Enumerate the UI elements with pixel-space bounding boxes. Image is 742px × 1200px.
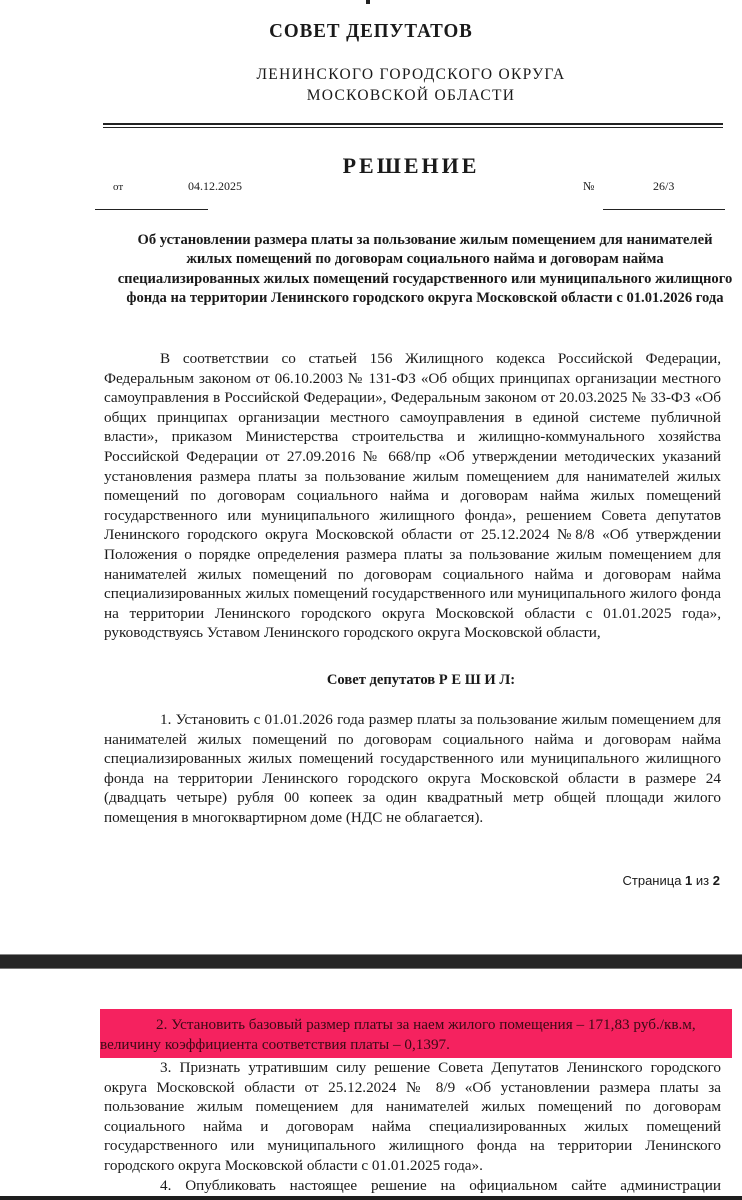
date-underline [95, 209, 208, 210]
district-line-2: МОСКОВСКОЙ ОБЛАСТИ [306, 87, 516, 104]
date-prefix: от [113, 181, 124, 193]
decision-date: 04.12.2025 [188, 179, 242, 193]
page-label: Страница [622, 873, 682, 888]
number-sign: № [583, 179, 595, 193]
decision-number: 26/3 [653, 179, 675, 193]
district-line-1: ЛЕНИНСКОГО ГОРОДСКОГО ОКРУГА [256, 66, 566, 83]
page-of: из [695, 873, 710, 888]
decision-item-2-highlighted [100, 1015, 725, 1054]
document-type-heading: РЕШЕНИЕ [342, 153, 480, 178]
preamble-paragraph: В соответствии со статьей 156 Жилищного кодекса Российской Федерации, Федеральным законом от 06.10.2003 № 131-ФЗ «Об общих принципах организации местного самоуправления в Российской Федерации», Федеральным законом от 20.03.2025 № 33-ФЗ «Об общих принципах организации местного самоуправления в единой системе публичной власти», приказом Министерства строительства и жилищно-коммунального хозяйства Российской Федерации от 27.09.2016 № 668/пр «Об утверждении методических указаний установления размера платы за пользование жилым помещением для нанимателей жилых помещений по договорам социального найма и договорам найма жилых помещений государственного или муниципального жилищного фонда», решением Совета депутатов Ленинского городского округа Московской области от 25.12.2024 №8/8 «Об утверждении Положения о порядке определения размера платы за пользование жилым помещением для нанимателей жилых помещений по договорам социального найма и договорам найма специализированных жилых помещений государственного или муниципального жилого фонда на территории Ленинского городского округа Московской области с 01.01.2025 года», руководствуясь Уставом Ленинского городского округа Московской области, [104, 350, 721, 642]
number-underline [603, 209, 725, 210]
bottom-edge-bar [0, 1196, 742, 1200]
header-double-rule [103, 123, 723, 128]
item-2-line-2: величину коэффициента соответствия платы – 0,1397. [100, 1035, 450, 1053]
item-3-text: 3. Признать утратившим силу решение Совета Депутатов Ленинского городского округа Московской области от 25.12.2024 № 8/9 «Об установлении размера платы за пользование жилым помещением для нанимателей жилых помещений по договорам социального найма и договорам найма специализированных жилых помещений государственного или муниципального жилищного фонда на территории Ленинского городского округа Московской области с 01.01.2025 года». [104, 1059, 721, 1174]
decision-title: Об установлении размера платы за пользование жилым помещением для нанимателей жилых помещений по договорам социального найма и договорам найма специализированных жилых помещений государственного или муниципального жилищного фонда на территории Ленинского городского округа Московской области с 01.01.2026 года [117, 232, 733, 307]
page-top-mark [366, 0, 370, 4]
resolved-heading: Совет депутатов Р Е Ш И Л: [326, 672, 516, 688]
decision-item-3 [104, 1058, 721, 1195]
item-2-line-1: 2. Установить базовый размер платы за наем жилого помещения – 171,83 руб./кв.м, [156, 1016, 696, 1033]
page-total: 2 [712, 873, 720, 888]
decision-item-4: 4. Опубликовать настоящее решение на официальном сайте администрации [160, 1176, 721, 1194]
council-heading: СОВЕТ ДЕПУТАТОВ [269, 20, 473, 42]
page-separator [0, 954, 742, 969]
decision-item-1: 1. Установить с 01.01.2026 года размер платы за пользование жилым помещением для нанимателей жилых помещений по договорам социального найма и договорам найма специализированных жилых помещений государственного или муниципального жилищного фонда на территории Ленинского городского округа Московской области в размере 24 (двадцать четыре) рубля 00 копеек за один квадратный метр общей площади жилого помещения в многоквартирном доме (НДС не облагается). [104, 711, 721, 826]
page-current: 1 [685, 873, 693, 888]
page-number-footer [623, 873, 721, 888]
